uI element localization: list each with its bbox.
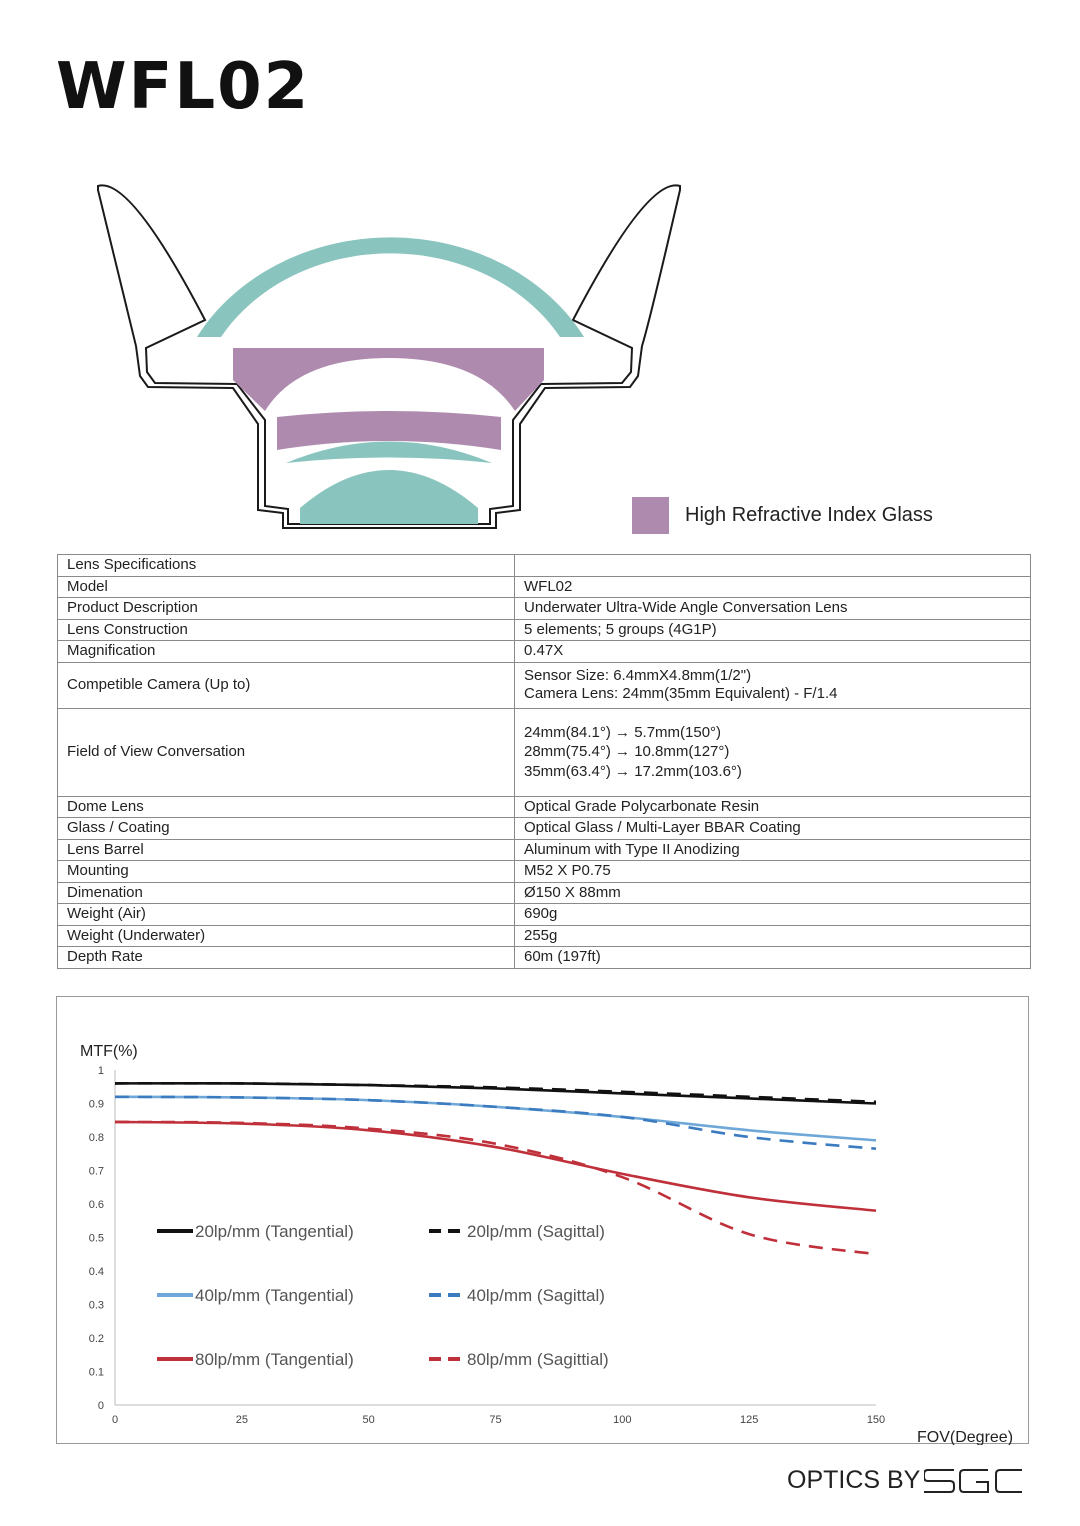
spec-label: Magnification [58, 641, 515, 663]
brand-footer [787, 1466, 1022, 1495]
spec-row-weight-water [58, 925, 1031, 947]
x-tick-label: 0 [111, 1414, 119, 1426]
spec-value: WFL02 [515, 576, 1031, 598]
spec-value: 0.47X [515, 641, 1031, 663]
x-axis-label: FOV(Degree) [917, 1429, 1014, 1445]
spec-row-magnification [58, 641, 1031, 663]
spec-row-dimension [58, 882, 1031, 904]
x-tick-label: 100 [613, 1414, 632, 1426]
footer-text: OPTICS BY [787, 1466, 921, 1494]
spec-value: Aluminum with Type II Anodizing [515, 839, 1031, 861]
legend-label-3: 40lp/mm (Sagittal) [467, 1286, 605, 1305]
spec-label: Weight (Underwater) [58, 925, 515, 947]
spec-row-description [58, 598, 1031, 620]
spec-row-field-of-view [58, 708, 1031, 796]
spec-row-compatible-camera [58, 662, 1031, 708]
mtf-chart [57, 997, 1030, 1445]
spec-value: Ø150 X 88mm [515, 882, 1031, 904]
spec-label: Mounting [58, 861, 515, 883]
spec-row-header [58, 555, 1031, 577]
spec-row-dome [58, 796, 1031, 818]
spec-label: Depth Rate [58, 947, 515, 969]
y-tick-label: 1 [97, 1065, 104, 1077]
y-tick-label: 0.4 [88, 1266, 104, 1278]
spec-row-construction [58, 619, 1031, 641]
spec-value: Sensor Size: 6.4mmX4.8mm(1/2") Camera Lens: 24mm(35mm Equivalent) - F/1.4 [515, 662, 1031, 708]
spec-label: Product Description [58, 598, 515, 620]
spec-label: Lens Barrel [58, 839, 515, 861]
spec-label: Field of View Conversation [58, 708, 515, 796]
y-tick-label: 0.9 [88, 1098, 104, 1111]
spec-label: Lens Specifications [58, 555, 515, 577]
spec-label: Model [58, 576, 515, 598]
sgc-logo [924, 1468, 1022, 1494]
spec-value: 255g [515, 925, 1031, 947]
spec-value: 24mm(84.1°) → 5.7mm(150°) 28mm(75.4°) → 10.8mm(127°) 35mm(63.4°) → 17.2mm(103.6°) [515, 708, 1031, 796]
y-tick-label: 0.5 [88, 1232, 104, 1245]
page-title: WFL02 [56, 50, 311, 124]
spec-row-glass [58, 818, 1031, 840]
legend-label: High Refractive Index Glass [685, 504, 933, 526]
legend-label-2: 40lp/mm (Tangential) [195, 1286, 354, 1305]
spec-label: Glass / Coating [58, 818, 515, 840]
spec-row-mounting [58, 861, 1031, 883]
spec-value: 690g [515, 904, 1031, 926]
lens-cross-section-diagram [90, 180, 690, 530]
spec-label: Dimenation [58, 882, 515, 904]
spec-row-model [58, 576, 1031, 598]
dome-lens [197, 237, 584, 337]
x-tick-label: 75 [489, 1414, 502, 1426]
y-tick-label: 0.3 [88, 1299, 104, 1312]
series-line-4 [115, 1122, 876, 1211]
y-tick-label: 0.6 [88, 1199, 104, 1211]
x-tick-label: 50 [362, 1414, 375, 1426]
legend-swatch [632, 497, 669, 534]
spec-row-depth [58, 947, 1031, 969]
spec-label: Weight (Air) [58, 904, 515, 926]
spec-row-barrel [58, 839, 1031, 861]
high-index-element-1 [233, 348, 544, 411]
spec-value: Underwater Ultra-Wide Angle Conversation Lens [515, 598, 1031, 620]
spec-label: Competible Camera (Up to) [58, 662, 515, 708]
spec-label: Lens Construction [58, 619, 515, 641]
y-tick-label: 0.8 [88, 1132, 104, 1144]
y-tick-label: 0 [97, 1400, 104, 1412]
spec-value: Optical Glass / Multi-Layer BBAR Coating [515, 818, 1031, 840]
y-axis-label: MTF(%) [80, 1043, 138, 1060]
x-tick-label: 150 [866, 1414, 886, 1426]
legend-label-0: 20lp/mm (Tangential) [195, 1222, 354, 1241]
y-tick-label: 0.7 [88, 1165, 104, 1178]
spec-row-weight-air [58, 904, 1031, 926]
y-tick-label: 0.2 [88, 1333, 104, 1345]
spec-value: 5 elements; 5 groups (4G1P) [515, 619, 1031, 641]
lens-specifications-table [57, 554, 1031, 969]
x-tick-label: 25 [235, 1414, 248, 1426]
series-line-2 [115, 1097, 876, 1141]
legend-high-refractive-index [632, 497, 933, 534]
spec-label: Dome Lens [58, 796, 515, 818]
spec-value [515, 555, 1031, 577]
legend-label-5: 80lp/mm (Sagittial) [467, 1350, 609, 1369]
y-tick-label: 0.1 [88, 1366, 104, 1379]
spec-value: Optical Grade Polycarbonate Resin [515, 796, 1031, 818]
spec-value: M52 X P0.75 [515, 861, 1031, 883]
mtf-chart-frame [56, 996, 1029, 1444]
lens-element-4 [300, 470, 478, 524]
spec-value: 60m (197ft) [515, 947, 1031, 969]
legend-label-4: 80lp/mm (Tangential) [195, 1350, 354, 1369]
x-tick-label: 125 [739, 1414, 759, 1426]
legend-label-1: 20lp/mm (Sagittal) [467, 1222, 605, 1241]
